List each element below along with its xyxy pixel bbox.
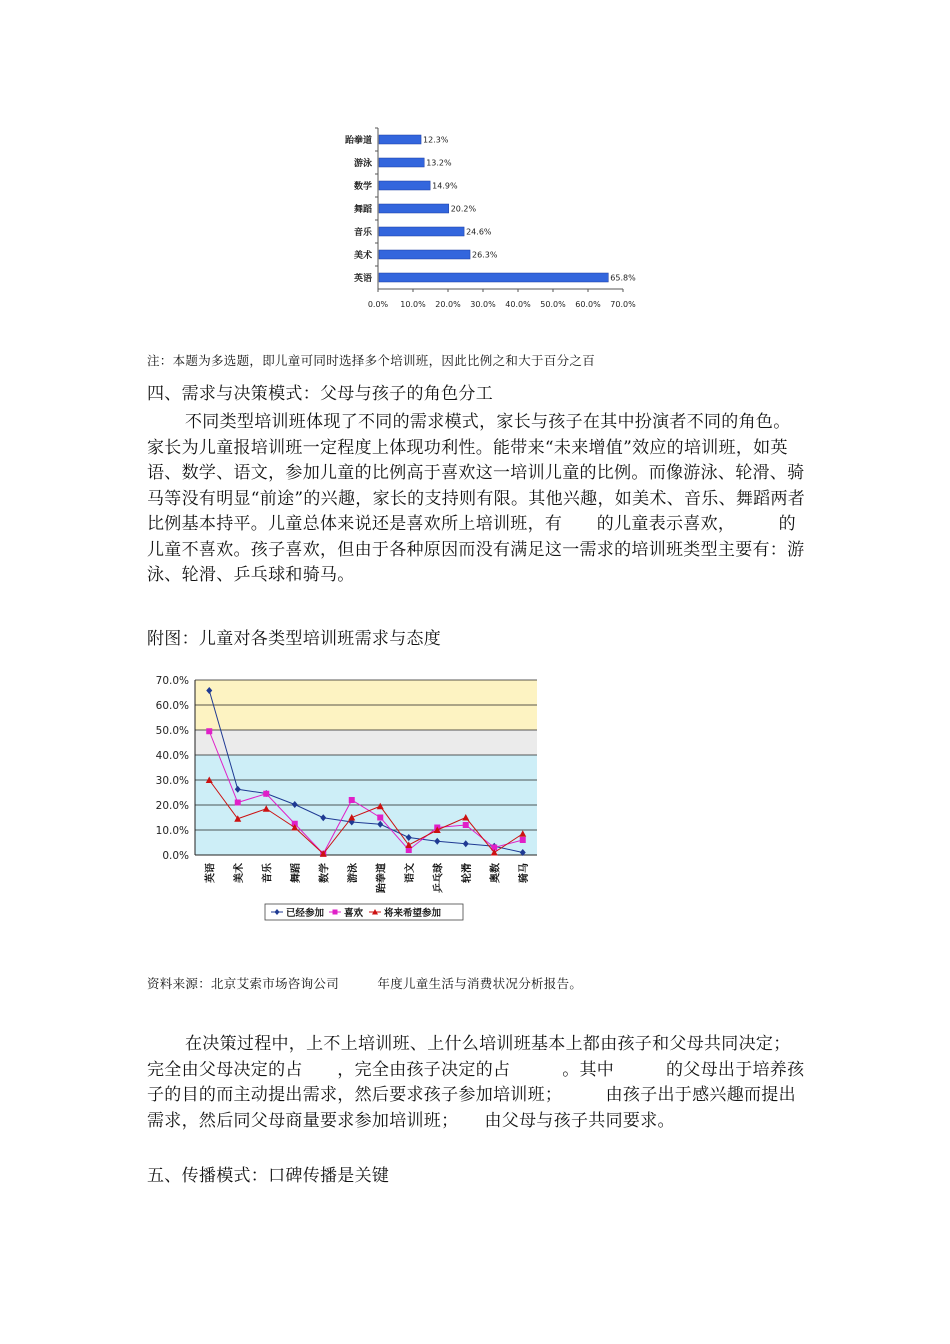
bar [379, 250, 470, 259]
bar [379, 181, 430, 190]
data-point [520, 837, 526, 843]
bar-category-label: 舞蹈 [353, 205, 372, 215]
x-tick-label: 美术 [233, 863, 245, 883]
data-point [463, 822, 469, 828]
bar [379, 135, 421, 144]
data-point [235, 800, 241, 806]
bar-category-label: 音乐 [353, 228, 372, 238]
bar-x-tick-label: 70.0% [610, 300, 636, 308]
data-point [349, 797, 355, 803]
bar-category-label: 跆拳道 [344, 136, 372, 146]
legend-marker [333, 910, 338, 915]
data-point [377, 815, 383, 821]
x-tick-label: 英语 [205, 863, 217, 883]
bar-x-tick-label: 0.0% [367, 300, 389, 308]
chart-note: 注：本题为多选题，即儿童可同时选择多个培训班，因此比例之和大于百分之百 [147, 353, 596, 368]
bar-category-label: 游泳 [353, 159, 372, 169]
paragraph-decision: 在决策过程中，上不上培训班、上什么培训班基本上都由孩子和父母共同决定；完全由父母决定的占 ，完全由孩子决定的占 。其中 的父母出于培养孩子的目的而主动提出需求，然后要求孩子参加培训班； 由孩子出于感兴趣而提出需求，然后同父母商量要求参加培训班； 由父母与孩子共同要求。 [147, 1034, 805, 1131]
x-tick-label: 轮滑 [461, 863, 473, 883]
y-tick-label: 60.0% [155, 700, 189, 712]
section-heading-4: 四、需求与决策模式：父母与孩子的角色分工 [147, 384, 493, 404]
bar-x-tick-label: 60.0% [575, 300, 601, 308]
legend-label: 已经参加 [286, 908, 325, 919]
y-tick-label: 70.0% [155, 675, 189, 687]
bar-value-label: 12.3% [423, 135, 449, 145]
bar-value-label: 26.3% [472, 250, 498, 260]
bar-x-tick-label: 10.0% [400, 300, 426, 308]
bar-value-label: 24.6% [466, 227, 492, 237]
x-tick-label: 游泳 [347, 863, 359, 883]
bar-category-label: 美术 [353, 251, 372, 261]
y-tick-label: 10.0% [155, 825, 189, 837]
y-tick-label: 40.0% [155, 750, 189, 762]
x-tick-label: 奥数 [490, 863, 502, 883]
bar-value-label: 14.9% [432, 181, 458, 191]
bar [379, 158, 424, 167]
legend-label: 喜欢 [344, 908, 364, 919]
paragraph-demand: 不同类型培训班体现了不同的需求模式，家长与孩子在其中扮演者不同的角色。家长为儿童报培训班一定程度上体现功利性。能带来“未来增值”效应的培训班，如英语、数学、语文，参加儿童的比例高于喜欢这一培训儿童的比例。而像游泳、轮滑、骑马等没有明显“前途”的兴趣，家长的支持则有限。其他兴趣，如美术、音乐、舞蹈两者比例基本持平。儿童总体来说还是喜欢所上培训班，有 的儿童表示喜欢， 的儿童不喜欢。孩子喜欢，但由于各种原因而没有满足这一需求的培训班类型主要有：游泳、轮滑、乒乓球和骑马。 [147, 412, 806, 585]
y-tick-label: 30.0% [155, 775, 189, 787]
data-point [206, 728, 212, 734]
y-tick-label: 20.0% [155, 800, 189, 812]
bar-value-label: 65.8% [610, 273, 636, 283]
bar [379, 273, 608, 282]
line-chart [145, 668, 545, 928]
bar-x-tick-label: 20.0% [435, 300, 461, 308]
section-heading-5: 五、传播模式：口碑传播是关键 [147, 1166, 390, 1186]
y-tick-label: 0.0% [162, 850, 189, 862]
legend-label: 将来希望参加 [384, 908, 442, 919]
chart-band [195, 730, 537, 755]
x-tick-label: 骑马 [518, 863, 530, 883]
bar-chart [330, 118, 660, 308]
data-source: 资料来源：北京艾索市场咨询公司 年度儿童生活与消费状况分析报告。 [147, 976, 583, 991]
figure-title: 附图：儿童对各类型培训班需求与态度 [147, 629, 442, 649]
x-tick-label: 音乐 [262, 863, 274, 883]
bar-x-tick-label: 50.0% [540, 300, 566, 308]
x-tick-label: 语文 [404, 863, 416, 883]
data-point [263, 791, 269, 797]
bar [379, 204, 449, 213]
bar-value-label: 13.2% [426, 158, 452, 168]
x-tick-label: 跆拳道 [376, 863, 388, 893]
x-tick-label: 舞蹈 [290, 863, 302, 883]
x-tick-label: 乒乓球 [433, 863, 445, 893]
bar-x-tick-label: 30.0% [470, 300, 496, 308]
bar-value-label: 20.2% [450, 204, 477, 214]
bar-x-tick-label: 40.0% [505, 300, 531, 308]
bar-category-label: 数学 [353, 182, 372, 192]
bar [379, 227, 464, 236]
bar-category-label: 英语 [353, 274, 372, 284]
y-tick-label: 50.0% [155, 725, 189, 737]
x-tick-label: 数学 [319, 863, 331, 883]
